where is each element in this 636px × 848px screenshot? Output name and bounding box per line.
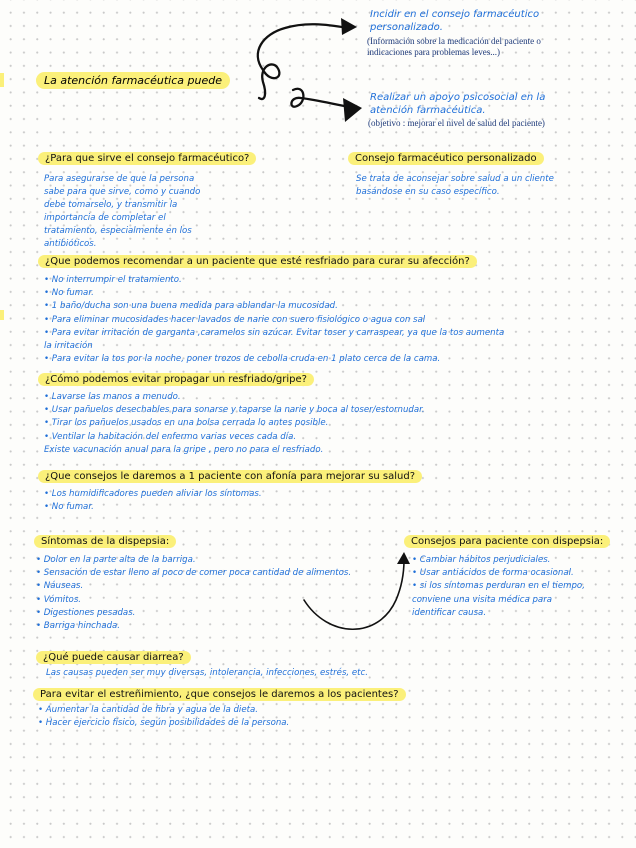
list-item: la irritación (44, 341, 93, 352)
list-item: • Para evitar la tos por la noche, poner trozos de cebolla cruda en 1 plato cerca de la cama. (44, 354, 441, 365)
list-item: • Tirar los pañuelos usados en una bolsa cerrada lo antes posible. (44, 418, 329, 429)
text-line: antibióticos. (44, 239, 97, 249)
heading-consejo-personalizado: Consejo farmacéutico personalizado (348, 152, 544, 165)
list-item: • Usar pañuelos desechables para sonarse y taparse la narie y boca al toser/estornudar. (44, 405, 425, 416)
text-line: sabe para que sirve, como y cuando (44, 187, 201, 197)
heading-resfriado: ¿Que podemos recomendar a un paciente que esté resfriado para curar su afección? (38, 255, 477, 268)
text-line: Las causas pueden ser muy diversas, intolerancia, infecciones, estrés, etc. (46, 668, 369, 678)
propagar-list (44, 391, 425, 457)
text-line: Para asegurarse de que la persona (44, 174, 195, 184)
list-item: • Hacer ejercicio físico, según posibilidades de la persona. (38, 718, 290, 729)
consejos-dispepsia-list (412, 554, 585, 620)
arrow-up-loop (259, 64, 279, 99)
text-line: importancia de completar el (44, 213, 166, 223)
branch2-note-line: (objetivo : mejorar el nivel de salud del paciente) (368, 118, 545, 128)
list-item: • Para evitar irritación de garganta ,caramelos sin azúcar. Evitar toser y carraspear, ya que la tos aumenta (44, 327, 505, 338)
branch2-line: Realizar un apoyo psicosocial en la (370, 92, 546, 103)
list-item: • Barriga hinchada. (36, 621, 121, 632)
branch2-line: atención farmacéutica. (370, 105, 486, 116)
list-item: • Sensación de estar lleno al poco de comer poca cantidad de alimentos. (36, 568, 352, 579)
list-item: • Vómitos. (36, 594, 82, 605)
list-item: • Aumentar la cantidad de fibra y agua de la dieta. (38, 705, 258, 715)
branch1-text (370, 8, 539, 34)
heading-propagar: ¿Cómo podemos evitar propagar un resfriado/gripe? (38, 373, 314, 386)
list-item: • Digestiones pesadas. (36, 607, 136, 618)
resfriado-list (44, 274, 504, 366)
list-item: • Dolor en la parte alta de la barriga. (36, 555, 196, 565)
curved-arrow-path (304, 560, 404, 629)
text-line: tratamiento, especialmente en los (44, 226, 192, 236)
consejo-personalizado-text (356, 173, 554, 199)
intro-title: La atención farmacéutica puede (36, 72, 230, 89)
branch1-note-line: (Información sobre la medicación del paciente o (367, 36, 541, 46)
branch2-note (368, 118, 545, 129)
curved-arrow-head (397, 552, 410, 564)
list-item: conviene una visita médica para (412, 594, 552, 605)
branch1-line: Incidir en el consejo farmacéutico (370, 9, 540, 20)
margin-mark (0, 310, 4, 320)
list-item: • Náuseas. (36, 581, 84, 592)
arrow-up-path (258, 24, 348, 70)
heading-sintomas: Síntomas de la dispepsia: (34, 535, 176, 548)
list-item: • No interrumpir el tratamiento. (44, 275, 182, 285)
arrowhead-down (343, 98, 362, 122)
margin-mark (0, 73, 4, 87)
heading-estrenimiento: Para evitar el estreñimiento, ¿que consejos le daremos a los pacientes? (33, 688, 406, 701)
diarrea-text (46, 667, 368, 680)
list-item: • Cambiar hábitos perjudiciales. (412, 555, 551, 565)
para-que-sirve-text (44, 173, 200, 251)
branch1-note-line: indicaciones para problemas leves...) (367, 46, 500, 57)
afonia-list (44, 488, 262, 514)
list-item: Existe vacunación anual para la gripe , pero no para el resfriado. (44, 444, 324, 455)
branch2-text (370, 91, 545, 117)
heading-diarrea: ¿Qué puede causar diarrea? (36, 651, 191, 664)
list-item: identificar causa. (412, 607, 487, 618)
list-item: • Para eliminar mucosidades hacer lavados de narie con suero fisiológico o agua con sal (44, 314, 426, 325)
curved-arrow-icon (298, 548, 413, 646)
estrenimiento-list (38, 704, 289, 730)
list-item: • 1 baño/ducha son una buena medida para ablandar la mucosidad. (44, 301, 338, 312)
arrowhead-up (341, 18, 357, 35)
heading-afonia: ¿Que consejos le daremos a 1 paciente con afonía para mejorar su salud? (38, 470, 422, 483)
text-line: basándose en su caso específico. (356, 187, 500, 198)
text-line: Se trata de aconsejar sobre salud a un cliente (356, 174, 554, 184)
list-item: • Usar antiácidos de forma ocasional. (412, 568, 574, 579)
heading-consejos-dispepsia: Consejos para paciente con dispepsia: (404, 535, 610, 548)
list-item: • Ventilar la habitación del enfermo varias veces cada día. (44, 431, 297, 442)
list-item: • No fumar. (44, 288, 94, 299)
list-item: • si los síntomas perduran en el tiempo, (412, 581, 585, 592)
swirl-arrows-icon (245, 12, 370, 137)
text-line: debe tomarselo, y transmitir la (44, 200, 178, 210)
list-item: • No fumar. (44, 502, 94, 513)
heading-para-que-sirve: ¿Para que sirve el consejo farmacéutico? (38, 152, 256, 165)
branch1-note (367, 36, 541, 57)
branch1-line: personalizado. (370, 22, 443, 33)
list-item: • Los humidificadores pueden aliviar los síntomas. (44, 489, 262, 499)
list-item: • Lavarse las manos a menudo. (44, 392, 181, 402)
